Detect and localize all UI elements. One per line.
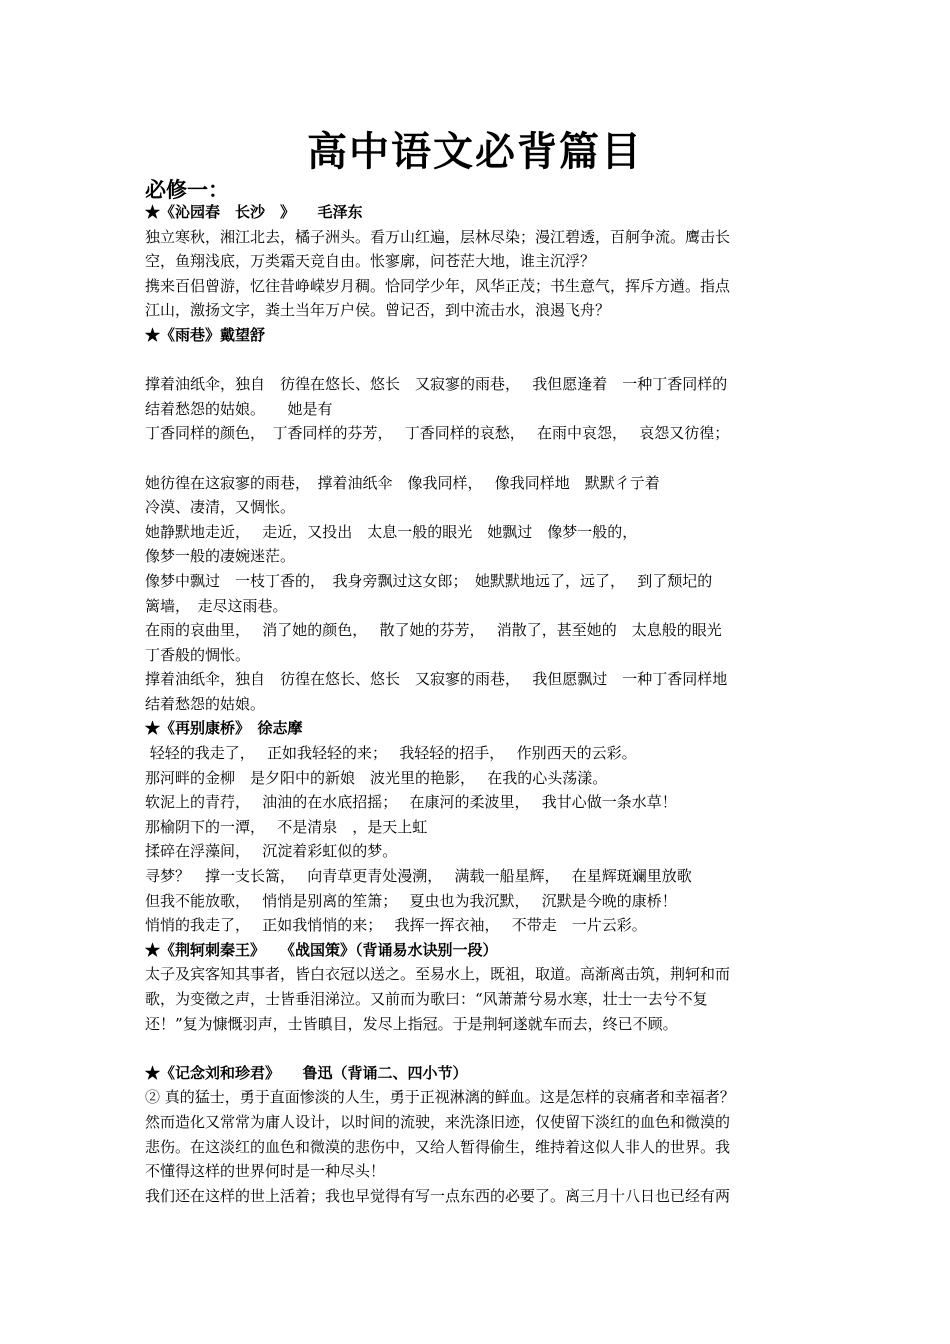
text-line: 那榆阴下的一潭， 不是清泉 ，是天上虹 [145, 817, 428, 836]
blank-line [145, 1036, 825, 1061]
document-body [145, 200, 825, 1208]
blank-line [145, 446, 825, 471]
text-line: 寻梦？ 撑一支长篙， 向青草更青处漫溯， 满载一船星辉， 在星辉斑斓里放歌 [145, 867, 692, 886]
text-line: 冷漠、凄清，又惆怅。 [145, 498, 296, 517]
text-line: 携来百侣曾游，忆往昔峥嵘岁月稠。恰同学少年，风华正茂；书生意气，挥斥方遒。指点 [145, 276, 731, 295]
blank-line [145, 348, 825, 373]
text-line: 歌，为变徵之声，士皆垂泪涕泣。又前而为歌曰：“风萧萧兮易水寒，壮士一去兮不复 [145, 990, 708, 1008]
poem-heading: ★《沁园春 长沙 》 毛泽东 [145, 203, 363, 221]
text-line: 然而造化又常常为庸人设计，以时间的流驶，来洗涤旧迹，仅使留下淡红的血色和微漠的 [145, 1112, 731, 1131]
text-line: 悲伤。在这淡红的血色和微漠的悲伤中，又给人暂得偷生，维持着这似人非人的世界。我 [145, 1137, 731, 1156]
text-line: 那河畔的金柳 是夕阳中的新娘 波光里的艳影， 在我的心头荡漾。 [145, 768, 608, 787]
text-line: 但我不能放歌， 悄悄是别离的笙箫； 夏虫也为我沉默， 沉默是今晚的康桥！ [145, 891, 677, 910]
text-line: 丁香同样的颜色， 丁香同样的芬芳， 丁香同样的哀愁， 在雨中哀怨， 哀怨又彷徨； [145, 424, 730, 443]
text-line: 悄悄的我走了， 正如我悄悄的来； 我挥一挥衣袖， 不带走 一片云彩。 [145, 916, 647, 935]
text-line: 揉碎在浮藻间， 沉淀着彩虹似的梦。 [145, 842, 398, 861]
text-line: 江山，激扬文字，粪土当年万户侯。曾记否，到中流击水，浪遏飞舟？ [145, 301, 611, 320]
page-title: 高中语文必背篇目 [307, 128, 643, 175]
text-line: 我们还在这样的世上活着；我也早觉得有写一点东西的必要了。离三月十八日也已经有两 [145, 1186, 731, 1205]
text-line: 像梦一般的凄婉迷茫。 [145, 547, 296, 566]
text-line: 软泥上的青荇， 油油的在水底招摇； 在康河的柔波里， 我甘心做一条水草！ [145, 793, 677, 812]
text-line: 她彷徨在这寂寥的雨巷， 撑着油纸伞 像我同样， 像我同样地 默默彳亍着 [145, 473, 660, 492]
text-line: 丁香般的惆怅。 [145, 645, 251, 664]
text-line: 独立寒秋，湘江北去，橘子洲头。看万山红遍，层林尽染；漫江碧透，百舸争流。鹰击长 [145, 227, 731, 246]
text-line: ② 真的猛士，勇于直面惨淡的人生，勇于正视淋漓的鲜血。这是怎样的哀痛者和幸福者？ [145, 1088, 735, 1107]
text-line: 篱墙， 走尽这雨巷。 [145, 596, 288, 615]
text-line: 还！”复为慷慨羽声，士皆瞋目，发尽上指冠。于是荆轲遂就车而去，终已不顾。 [145, 1014, 678, 1033]
text-line: 她静默地走近， 走近，又投出 太息一般的眼光 她飘过 像梦一般的， [145, 522, 638, 541]
text-line: 结着愁怨的姑娘。 她是有 [145, 399, 333, 418]
poem-heading: ★《记念刘和珍君》 鲁迅（背诵二、四小节） [145, 1063, 468, 1082]
text-line: 在雨的哀曲里， 消了她的颜色， 散了她的芬芳， 消散了，甚至她的 太息般的眼光 [145, 621, 722, 640]
text-line: 不懂得这样的世界何时是一种尽头！ [145, 1162, 386, 1181]
text-line: 撑着油纸伞，独自 彷徨在悠长、悠长 又寂寥的雨巷， 我但愿飘过 一种丁香同样地 [145, 670, 728, 689]
text-line: 像梦中飘过 一枝丁香的， 我身旁飘过这女郎； 她默默地远了，远了， 到了颓圮的 [145, 571, 713, 590]
poem-heading: ★《雨巷》戴望舒 [145, 325, 266, 344]
text-line: 空，鱼翔浅底，万类霜天竞自由。怅寥廓，问苍茫大地，谁主沉浮？ [145, 252, 596, 271]
poem-heading: ★《荆轲刺秦王》 《战国策》（背诵易水诀别一段） [145, 940, 498, 959]
section-heading: 必修一： [145, 177, 229, 202]
text-line: 结着愁怨的姑娘。 [145, 694, 266, 713]
text-line: 太子及宾客知其事者，皆白衣冠以送之。至易水上，既祖，取道。高渐离击筑，荆轲和而 [145, 965, 731, 984]
text-line: 撑着油纸伞，独自 彷徨在悠长、悠长 又寂寥的雨巷， 我但愿逢着 一种丁香同样的 [145, 375, 728, 394]
poem-heading: ★《再别康桥》 徐志摩 [145, 719, 303, 738]
text-line: 轻轻的我走了， 正如我轻轻的来； 我轻轻的招手， 作别西天的云彩。 [145, 744, 637, 763]
